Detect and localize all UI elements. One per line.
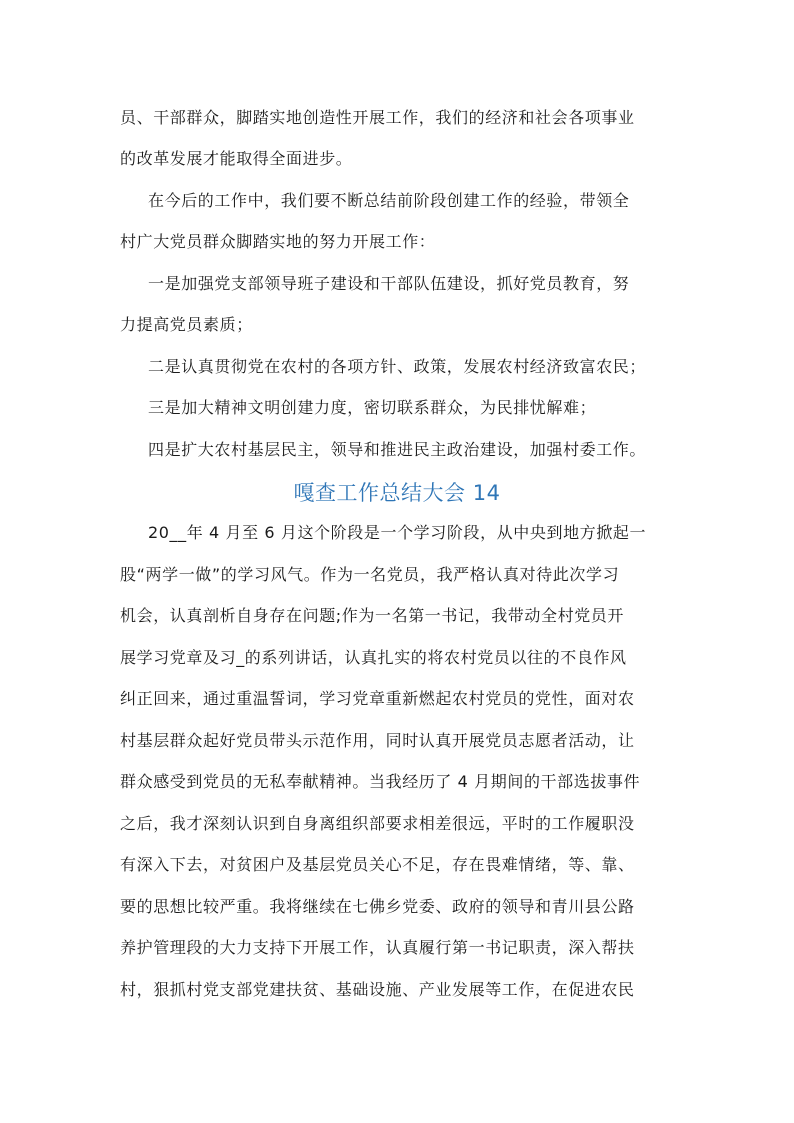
paragraph-line: 一是加强党支部领导班子建设和干部队伍建设，抓好党员教育，努 [148, 274, 630, 293]
paragraph-line: 之后，我才深刻认识到自身离组织部要求相差很远，平时的工作履职没 [120, 814, 635, 833]
paragraph-line: 要的思想比较严重。我将继续在七佛乡党委、政府的领导和青川县公路 [120, 897, 635, 916]
paragraph-line: 机会，认真剖析自身存在问题;作为一名第一书记，我带动全村党员开 [120, 606, 624, 625]
paragraph-line: 20__年 4 月至 6 月这个阶段是一个学习阶段，从中央到地方掀起一 [148, 523, 647, 542]
paragraph-line: 力提高党员素质； [120, 315, 253, 334]
paragraph-line: 养护管理段的大力支持下开展工作，认真履行第一书记职责，深入帮扶 [120, 938, 635, 957]
paragraph-line: 二是认真贯彻党在农村的各项方针、政策，发展农村经济致富农民； [148, 357, 647, 376]
paragraph-line: 群众感受到党员的无私奉献精神。当我经历了 4 月期间的干部选拔事件 [120, 772, 641, 791]
paragraph-line: 在今后的工作中，我们要不断总结前阶段创建工作的经验，带领全 [148, 191, 630, 210]
paragraph-line: 纠正回来，通过重温誓词，学习党章重新燃起农村党员的党性，面对农 [120, 689, 635, 708]
paragraph-line: 村广大党员群众脚踏实地的努力开展工作： [120, 232, 436, 251]
paragraph-line: 员、干部群众，脚踏实地创造性开展工作，我们的经济和社会各项事业 [120, 108, 635, 127]
section-heading: 嘎查工作总结大会 14 [293, 481, 501, 505]
paragraph-line: 村，狠抓村党支部党建扶贫、基础设施、产业发展等工作，在促进农民 [120, 980, 635, 999]
paragraph-line: 四是扩大农村基层民主，领导和推进民主政治建设，加强村委工作。 [148, 440, 647, 459]
paragraph-line: 村基层群众起好党员带头示范作用，同时认真开展党员志愿者活动，让 [120, 731, 635, 750]
paragraph-line: 有深入下去，对贫困户及基层党员关心不足，存在畏难情绪，等、靠、 [120, 855, 635, 874]
paragraph-line: 的改革发展才能取得全面进步。 [120, 149, 353, 168]
paragraph-line: 三是加大精神文明创建力度，密切联系群众，为民排忧解难； [148, 398, 597, 417]
paragraph-line: 展学习党章及习_的系列讲话，认真扎实的将农村党员以往的不良作风 [120, 648, 627, 667]
paragraph-line: 股“两学一做”的学习风气。作为一名党员，我严格认真对待此次学习 [120, 565, 620, 584]
